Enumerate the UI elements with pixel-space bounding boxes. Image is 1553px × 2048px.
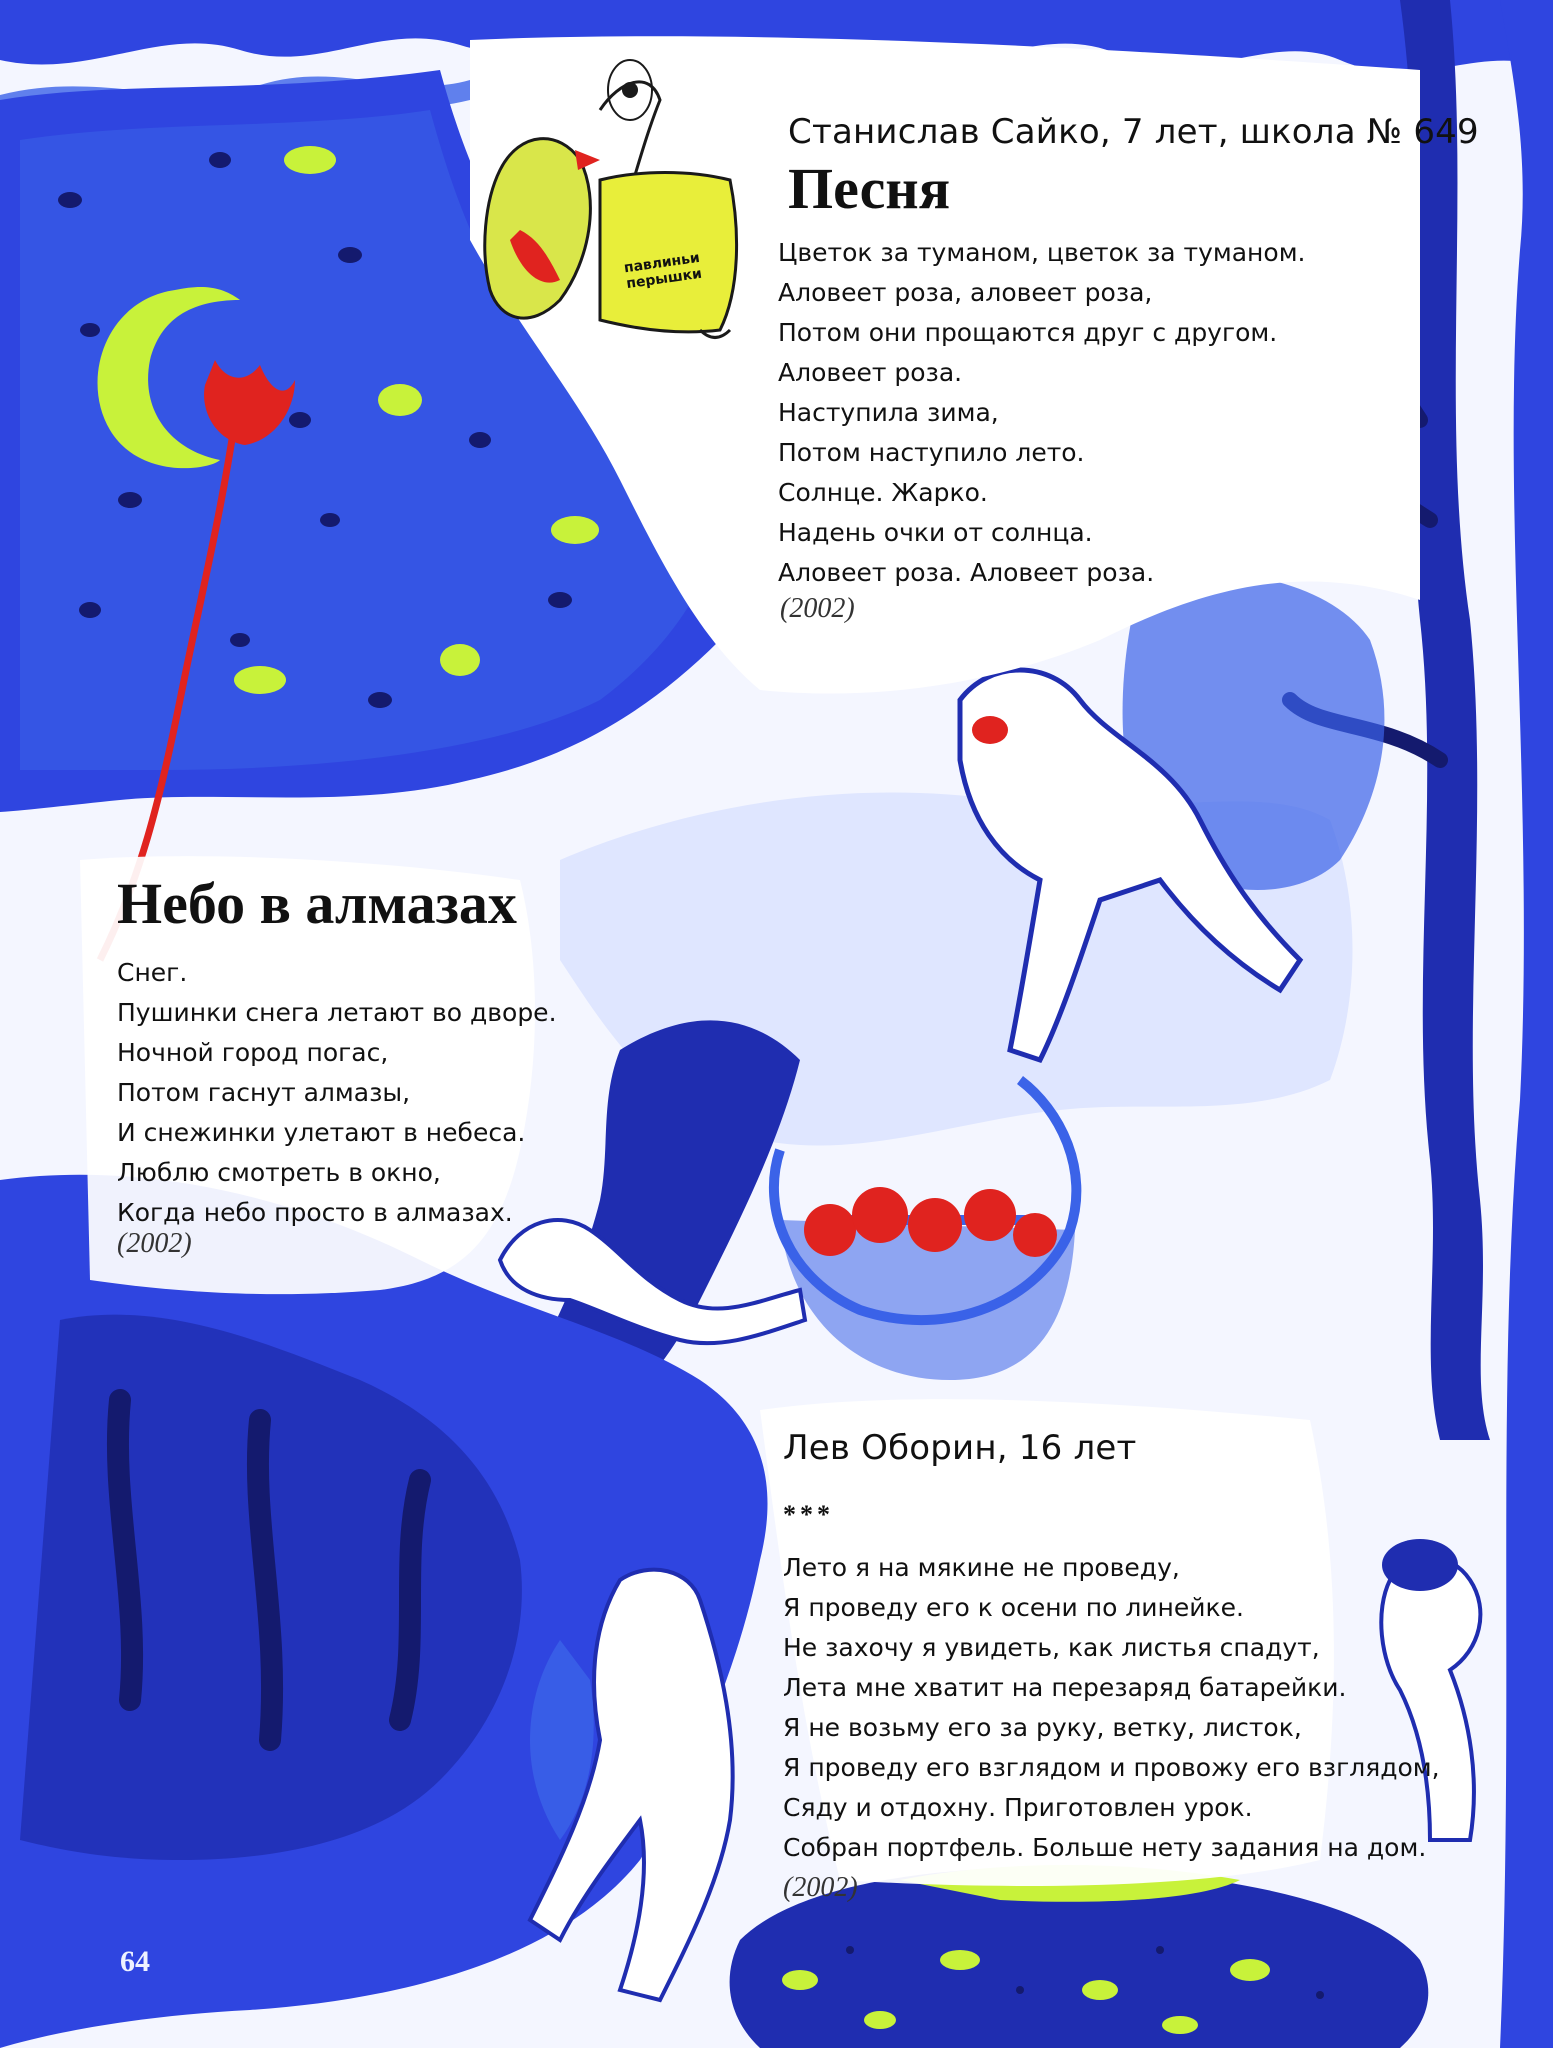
poem3-line: Я проведу его к осени по линейке. (783, 1593, 1244, 1622)
poem2-line: Ночной город погас, (117, 1038, 389, 1067)
poem3-line: Не захочу я увидеть, как листья спадут, (783, 1633, 1320, 1662)
poem3-lines (783, 1548, 1440, 1868)
poem2-year: (2002) (117, 1228, 192, 1259)
poem3-line: Я проведу его взглядом и провожу его взглядом, (783, 1753, 1440, 1782)
poem1-title: Песня (788, 156, 951, 221)
poem3-line: Лета мне хватит на перезаряд батарейки. (783, 1673, 1347, 1702)
poem1-line: Наступила зима, (778, 398, 999, 427)
poem1-line: Аловеет роза, аловеет роза, (778, 278, 1153, 307)
poem2-line: Люблю смотреть в окно, (117, 1158, 441, 1187)
poem2-line: Когда небо просто в алмазах. (117, 1198, 513, 1227)
poem1-line: Потом наступило лето. (778, 438, 1085, 467)
poem3-line: Сяду и отдохну. Приготовлен урок. (783, 1793, 1253, 1822)
page-number: 64 (120, 1945, 150, 1978)
poem1-line: Цветок за туманом, цветок за туманом. (778, 238, 1306, 267)
poem1-line: Надень очки от солнца. (778, 518, 1093, 547)
poem2-line: И снежинки улетают в небеса. (117, 1118, 526, 1147)
poem1-year: (2002) (780, 593, 855, 624)
logo-text: павлиньи перышки (622, 249, 703, 293)
poem2-title: Небо в алмазах (117, 871, 517, 936)
poem2-lines (117, 953, 557, 1233)
poem1-lines (778, 233, 1306, 593)
poem3-line: Лето я на мякине не проведу, (783, 1553, 1180, 1582)
poem3-line: Собран портфель. Больше нету задания на дом. (783, 1833, 1427, 1862)
poem2-line: Потом гаснут алмазы, (117, 1078, 411, 1107)
poem1-line: Солнце. Жарко. (778, 478, 988, 507)
poem1-author: Станислав Сайко, 7 лет, школа № 649 (788, 112, 1479, 152)
poem2-line: Пушинки снега летают во дворе. (117, 998, 557, 1027)
poem2-line: Снег. (117, 958, 188, 987)
poem3-stars: *** (783, 1500, 834, 1529)
poem3-author: Лев Оборин, 16 лет (783, 1428, 1137, 1468)
poem1-line: Аловеет роза. Аловеет роза. (778, 558, 1155, 587)
poem1-line: Аловеет роза. (778, 358, 963, 387)
poem1-line: Потом они прощаются друг с другом. (778, 318, 1278, 347)
poem3-year: (2002) (783, 1872, 858, 1903)
poem3-line: Я не возьму его за руку, ветку, листок, (783, 1713, 1302, 1742)
